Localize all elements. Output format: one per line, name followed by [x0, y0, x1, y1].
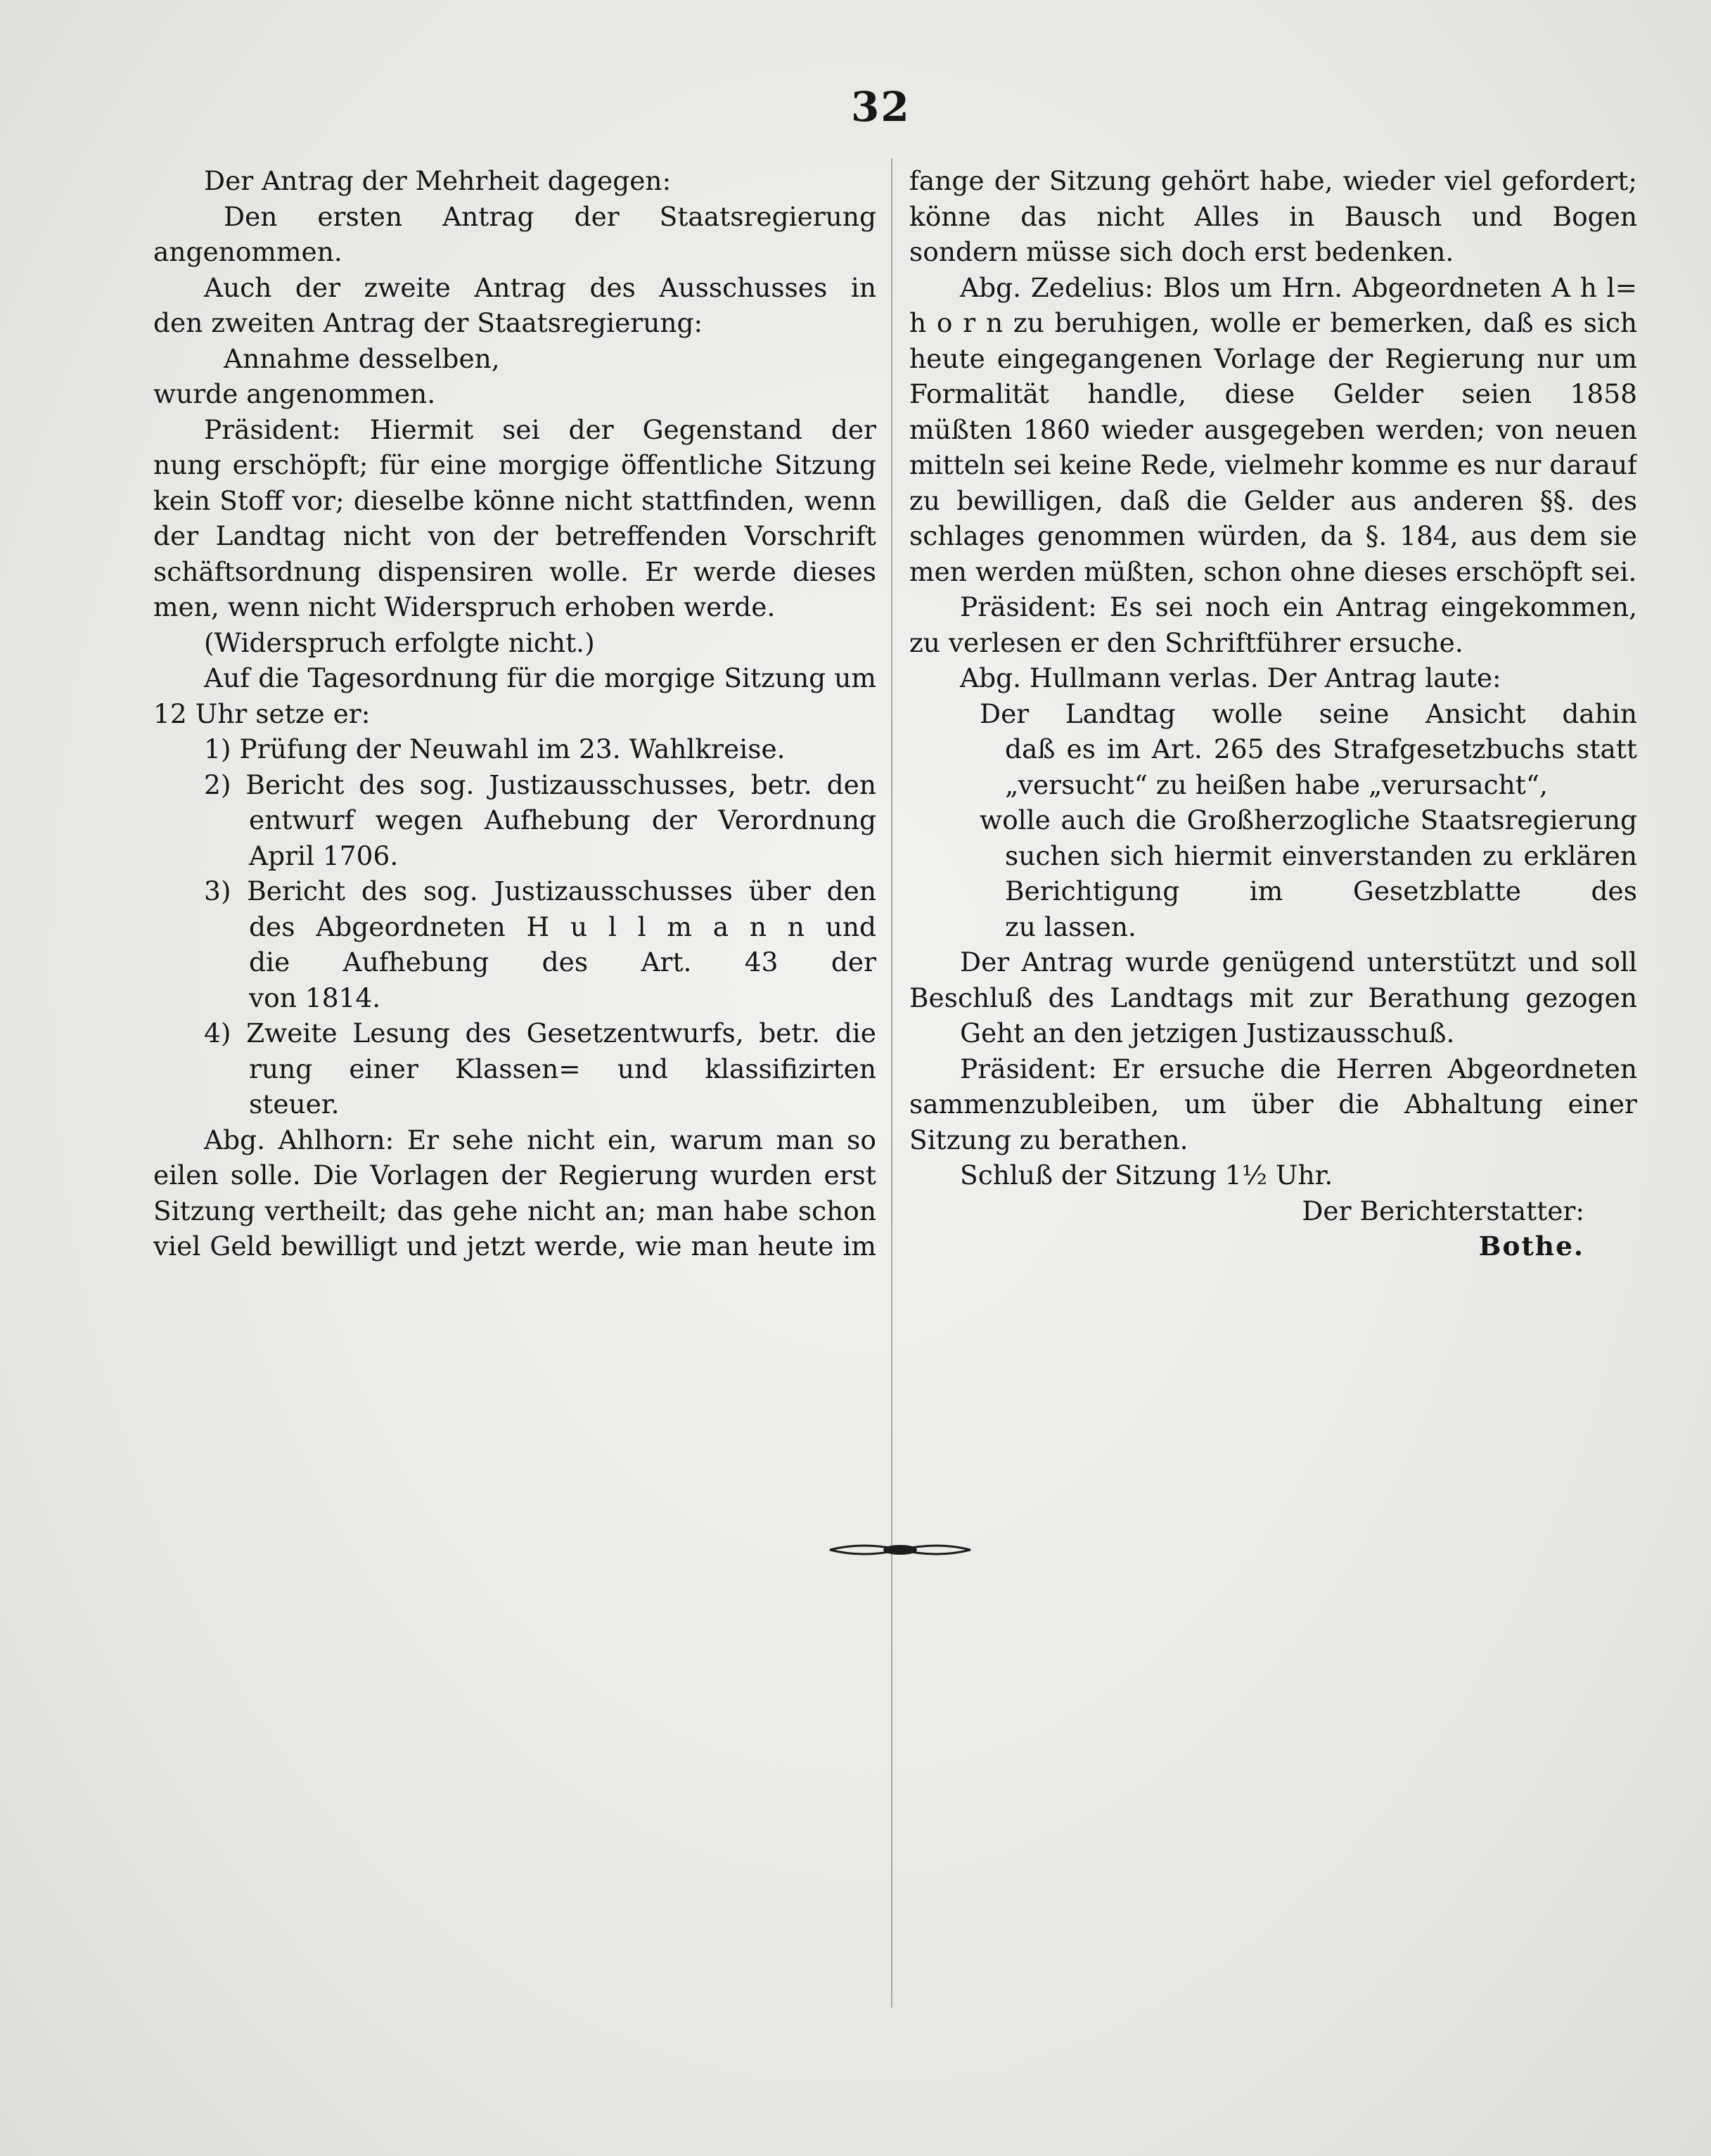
ornament-divider: [826, 1534, 974, 1565]
right-text-column: [909, 163, 1637, 1264]
text-line: sondern müsse sich doch erst bedenken.: [909, 236, 1454, 267]
text-line: die Aufhebung des Art. 43 der: [249, 947, 876, 977]
text-line: zu verlesen er den Schriftführer ersuche.: [909, 627, 1463, 658]
text-line: Präsident: Er ersuche die Herren Abgeordneten: [960, 1053, 1637, 1084]
text-line: zu lassen.: [1005, 911, 1136, 942]
text-line: Geht an den jetzigen Justizausschuß.: [960, 1018, 1455, 1048]
reporter-label: Der Berichterstatter:: [1302, 1195, 1584, 1226]
text-line: Präsident: Es sei noch ein Antrag eingekommen,: [960, 591, 1637, 622]
column-divider: [891, 158, 892, 2008]
text-line: 2) Bericht des sog. Justizausschusses, betr. den: [204, 769, 876, 800]
text-line: steuer.: [249, 1089, 340, 1119]
text-line: schäftsordnung dispensiren wolle. Er werde dieses: [153, 556, 876, 587]
text-line: kein Stoff vor; dieselbe könne nicht stattfinden, wenn: [153, 485, 876, 516]
text-line: wolle auch die Großherzogliche Staatsregierung: [980, 804, 1637, 835]
text-line: viel Geld bewilligt und jetzt werde, wie man heute im: [153, 1231, 876, 1262]
page-number: 32: [851, 83, 911, 131]
text-line: zu bewilligen, daß die Gelder aus anderen §§. des: [909, 485, 1637, 516]
text-line: Sitzung vertheilt; das gehe nicht an; man habe schon: [153, 1195, 876, 1226]
text-line: Sitzung zu berathen.: [909, 1124, 1188, 1155]
text-line: des Abgeordneten H u l l m a n n und: [249, 911, 876, 942]
text-line: der Landtag nicht von der betreffenden Vorschrift: [153, 520, 876, 551]
text-line: entwurf wegen Aufhebung der Verordnung: [249, 804, 876, 835]
text-line: h o r n zu beruhigen, wolle er bemerken, daß es sich: [909, 307, 1637, 338]
text-line: Beschluß des Landtags mit zur Berathung gezogen: [909, 982, 1637, 1013]
text-line: schlages genommen würden, da §. 184, aus dem sie: [909, 520, 1637, 551]
text-line: mitteln sei keine Rede, vielmehr komme es nur darauf: [909, 449, 1637, 480]
text-line: fange der Sitzung gehört habe, wieder viel gefordert;: [909, 165, 1637, 196]
text-line: angenommen.: [153, 236, 342, 267]
text-line: Auch der zweite Antrag des Ausschusses in: [204, 271, 876, 303]
text-line: Schluß der Sitzung 1½ Uhr.: [960, 1160, 1333, 1191]
text-line: Annahme desselben,: [224, 342, 500, 374]
text-line: heute eingegangenen Vorlage der Regierung nur um: [909, 342, 1637, 374]
text-line: „versucht“ zu heißen habe „verursacht“,: [1005, 769, 1548, 800]
text-line: von 1814.: [249, 982, 381, 1013]
text-line: men werden müßten, schon ohne dieses erschöpft sei.: [909, 556, 1637, 587]
text-line: Der Antrag wurde genügend unterstützt und soll: [960, 947, 1637, 977]
text-line: Abg. Zedelius: Blos um Hrn. Abgeordneten A h l=: [960, 271, 1637, 303]
text-line: men, wenn nicht Widerspruch erhoben werde.: [153, 591, 776, 622]
text-line: eilen solle. Die Vorlagen der Regierung wurden erst: [153, 1160, 876, 1191]
text-line: Formalität handle, diese Gelder seien 1858: [909, 378, 1637, 409]
text-line: Abg. Hullmann verlas. Der Antrag laute:: [960, 662, 1501, 693]
text-line: suchen sich hiermit einverstanden zu erklären: [1005, 840, 1637, 871]
text-line: den zweiten Antrag der Staatsregierung:: [153, 307, 703, 338]
text-line: Auf die Tagesordnung für die morgige Sitzung um: [204, 662, 876, 693]
reporter-name: Bothe.: [1478, 1231, 1584, 1262]
left-text-column: [153, 163, 876, 1264]
text-line: Präsident: Hiermit sei der Gegenstand der: [204, 413, 876, 445]
text-line: müßten 1860 wieder ausgegeben werden; von neuen: [909, 413, 1637, 445]
text-line: wurde angenommen.: [153, 378, 436, 409]
text-line: sammenzubleiben, um über die Abhaltung einer: [909, 1089, 1637, 1119]
text-line: 12 Uhr setze er:: [153, 698, 371, 729]
text-line: Den ersten Antrag der Staatsregierung: [224, 200, 876, 232]
text-line: 3) Bericht des sog. Justizausschusses über den: [204, 875, 876, 906]
text-line: (Widerspruch erfolgte nicht.): [204, 627, 595, 658]
text-line: nung erschöpft; für eine morgige öffentliche Sitzung: [153, 449, 876, 480]
text-line: daß es im Art. 265 des Strafgesetzbuchs statt: [1005, 733, 1637, 764]
text-line: 4) Zweite Lesung des Gesetzentwurfs, betr. die: [204, 1018, 876, 1048]
text-line: rung einer Klassen= und klassifizirten: [249, 1053, 876, 1084]
text-line: Der Antrag der Mehrheit dagegen:: [204, 165, 672, 196]
text-line: April 1706.: [249, 840, 399, 871]
text-line: Der Landtag wolle seine Ansicht dahin: [980, 698, 1637, 729]
text-line: könne das nicht Alles in Bausch und Bogen: [909, 200, 1637, 232]
text-line: 1) Prüfung der Neuwahl im 23. Wahlkreise.: [204, 733, 786, 764]
text-line: Berichtigung im Gesetzblatte des: [1005, 875, 1637, 906]
text-line: Abg. Ahlhorn: Er sehe nicht ein, warum man so: [204, 1124, 876, 1155]
